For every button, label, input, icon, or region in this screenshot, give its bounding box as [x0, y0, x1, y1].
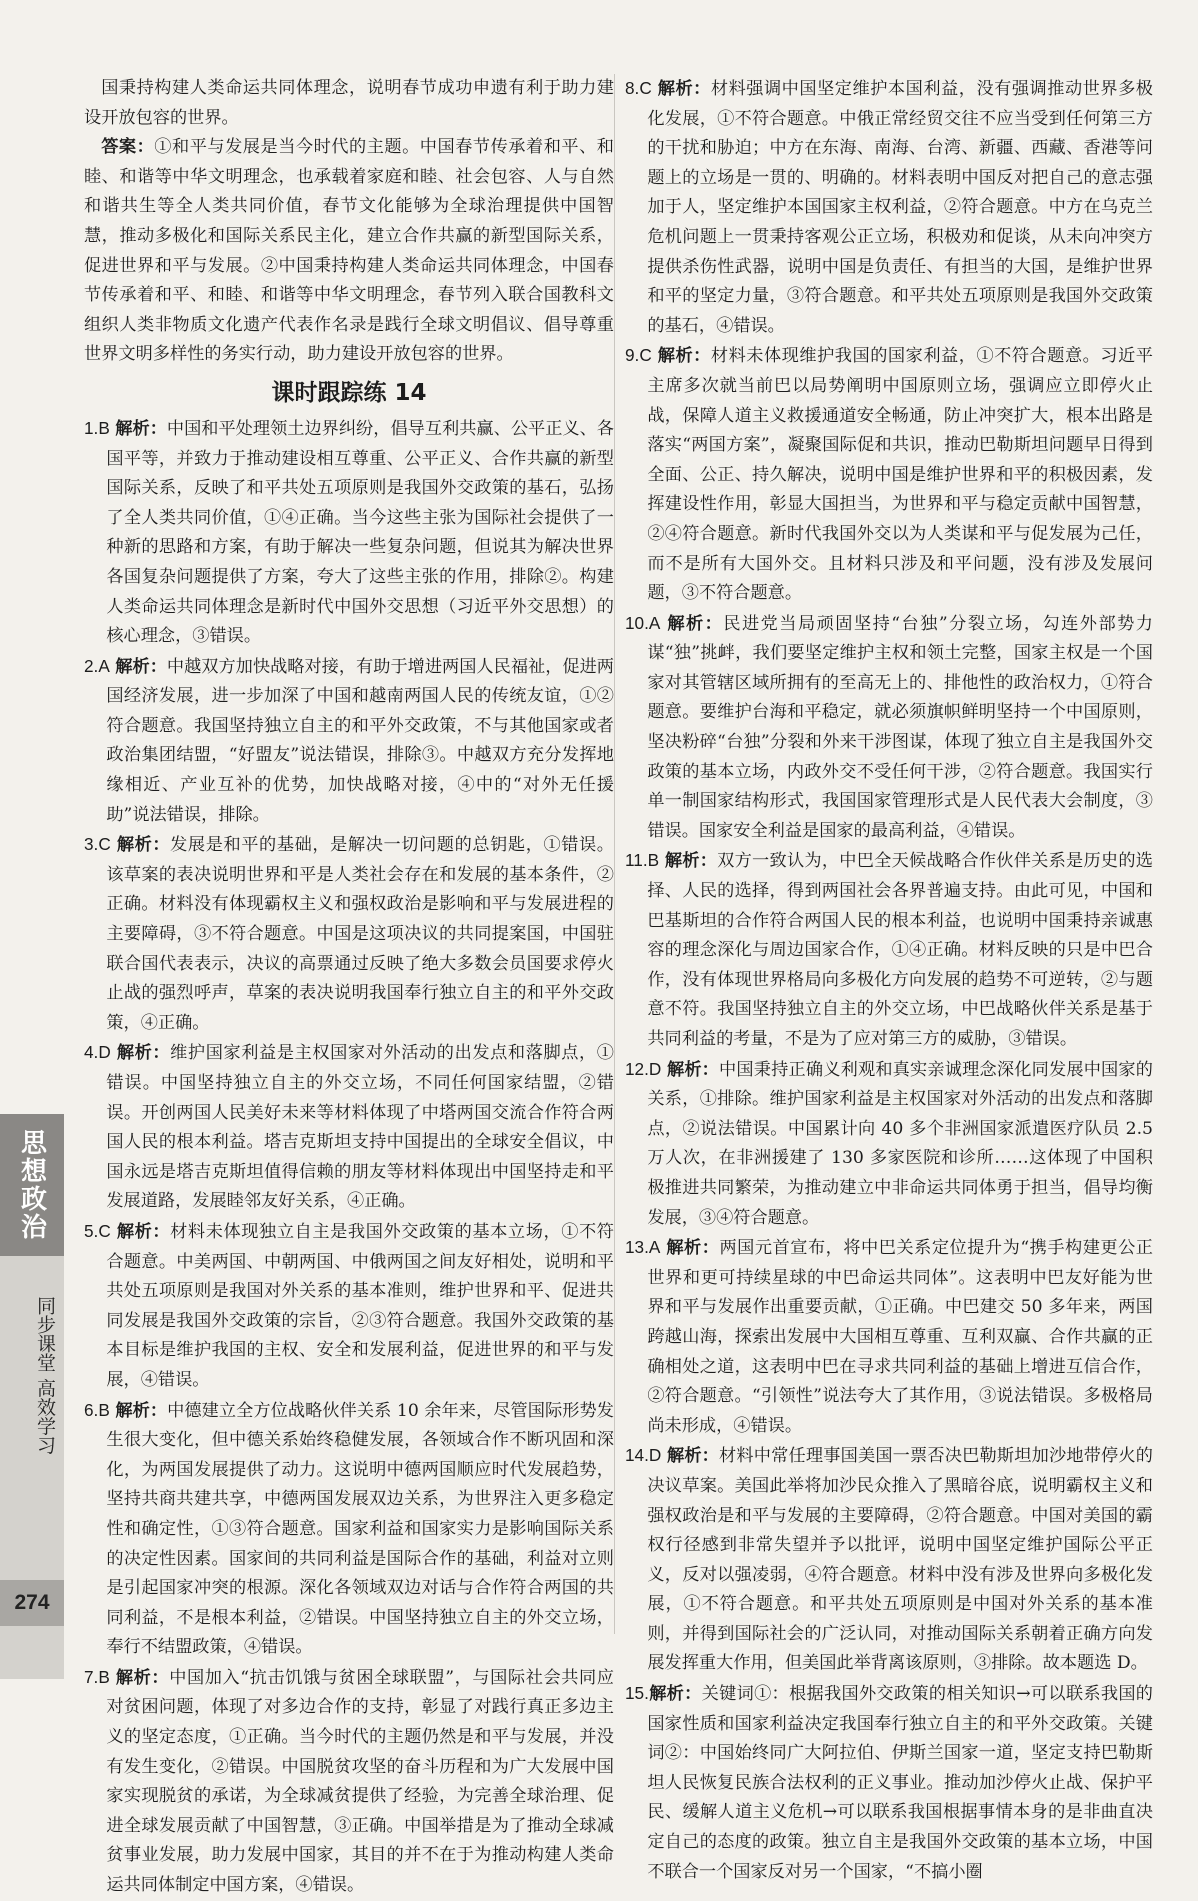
item-text: 中越双方加快战略对接，有助于增进两国人民福祉，促进两国经济发展，进一步加深了中国和越南两国人民的传统友谊，①②符合题意。我国坚持独立自主的和平外交政策，不与其他国家或者政治集团结盟，“好盟友”说法错误，排除③。中越双方充分发挥地缘相近、产业互补的优势，加快战略对接，④中的“对外无任援助”说法错误，排除。: [106, 656, 614, 825]
answer-block: [84, 133, 614, 370]
question-item: [84, 1396, 614, 1663]
item-label: 解析：: [666, 1059, 720, 1080]
question-item: [625, 1233, 1153, 1441]
item-text: 材料强调中国坚定维护本国利益，没有强调推动世界多极化发展，①不符合题意。中俄正常经贸交往不应当受到任何第三方的干扰和胁迫；中方在东海、南海、台湾、新疆、西藏、香港等问题上的立场是一贯的、明确的。材料表明中国反对把自己的意志强加于人，坚定维护本国国家主权利益，②符合题意。中方在乌克兰危机问题上一贯秉持客观公正立场，积极劝和促谈，从未向冲突方提供杀伤性武器，说明中国是负责任、有担当的大国，是维护世界和平的坚定力量，③符合题意。和平共处五项原则是我国外交政策的基石，④错误。: [647, 79, 1153, 336]
item-label: 解析：: [115, 656, 167, 677]
item-label: 解析：: [116, 835, 171, 856]
item-number: 10.A: [625, 612, 661, 633]
item-label: 解析：: [648, 1684, 702, 1705]
item-number: 8.C: [625, 78, 652, 98]
item-text: 中国秉持正确义利观和真实亲诚理念深化同发展中国家的关系，①排除。维护国家利益是主权国家对外活动的出发点和落脚点，②说法错误。中国累计向 40 多个非洲国家派遣医疗队员 2.5 万人次，在非洲援建了 130 多家医院和诊所……这体现了中国积极推进共同繁荣，为推动建立中非命运共同体勇于担当，倡导均衡发展，③④符合题意。: [647, 1059, 1153, 1228]
item-text: 双方一致认为，中巴全天候战略合作伙伴关系是历史的选择、人民的选择，得到两国社会各界普遍支持。由此可见，中国和巴基斯坦的合作符合两国人民的根本利益，也说明中国秉持亲诚惠容的理念深化与周边国家合作，①④正确。材料反映的只是中巴合作，没有体现世界格局向多极化方向发展的趋势不可逆转，②与题意不符。我国坚持独立自主的外交立场，中巴战略伙伴关系是基于共同利益的考量，不是为了应对第三方的威胁，③错误。: [647, 851, 1153, 1049]
question-item: [625, 846, 1153, 1054]
column-divider: [614, 74, 615, 1634]
item-number: 7.B: [84, 1666, 110, 1687]
item-label: 解析：: [657, 79, 711, 99]
item-text: 中德建立全方位战略伙伴关系 10 余年来，尽管国际形势发生很大变化，但中德关系始终稳健发展，各领域合作不断巩固和深化，为两国发展提供了动力。这说明中德两国顺应时代发展趋势，坚持共商共建共享，中德两国发展双边关系，为世界注入更多稳定性和确定性，①③符合题意。国家利益和国家实力是影响国际关系的决定性因素。国家间的共同利益是国际合作的基础，利益对立则是引起国家冲突的根源。深化各领域双边对话与合作符合两国的共同利益，不是根本利益，②错误。中国坚持独立自主的外交立场，奉行不结盟政策，④错误。: [106, 1400, 614, 1658]
left-item-list: [84, 414, 614, 1901]
item-text: 材料中常任理事国美国一票否决巴勒斯坦加沙地带停火的决议草案。美国此举将加沙民众推入了黑暗谷底，说明霸权主义和强权政治是和平与发展的主要障碍，②符合题意。中国对美国的霸权行径感到非常失望并予以批评，说明中国坚定维护国际公平正义，反对以强凌弱，④符合题意。材料中没有涉及世界向多极化发展，①不符合题意。和平共处五项原则是中国对外关系的基本准则，并得到国际社会的广泛认同，对推动国际关系朝着正确方向发展发挥重大作用，但美国此举背离该原则，③排除。故本题选 D。: [647, 1446, 1153, 1674]
answer-text: ①和平与发展是当今时代的主题。中国春节传承着和平、和睦、和谐等中华文明理念，也承载着家庭和睦、社会包容、人与自然和谐共生等全人类共同价值，春节文化能够为全球治理提供中国智慧，推动多极化和国际关系民主化，建立合作共赢的新型国际关系，促进世界和平与发展。②中国秉持构建人类命运共同体理念，中国春节传承着和平、和睦、和谐等中华文明理念，春节列入联合国教科文组织人类非物质文化遗产代表作名录是践行全球文明倡议、倡导尊重世界文明多样性的务实行动，助力建设开放包容的世界。: [84, 137, 614, 365]
series-name-a: 同步课堂: [34, 1296, 56, 1372]
question-item: [625, 1441, 1153, 1679]
item-number: 13.A: [625, 1237, 661, 1258]
item-number: 11.B: [625, 850, 660, 871]
question-item: [84, 1038, 614, 1217]
item-number: 14.D: [625, 1445, 662, 1466]
question-item: [84, 830, 614, 1038]
section-title: 课时跟踪练 14: [271, 379, 427, 406]
question-item: [625, 341, 1153, 608]
item-text: 民进党当局顽固坚持“台独”分裂立场，勾连外部势力谋“独”挑衅，我们要坚定维护主权和领土完整，国家主权是一个国家对其管辖区域所拥有的至高无上的、排他性的政治权力，①符合题意。要维护台海和平稳定，就必须旗帜鲜明坚持一个中国原则，坚决粉碎“台独”分裂和外来干涉图谋，体现了独立自主是我国外交政策的基本立场，内政外交不受任何干涉，②符合题意。我国实行单一制国家结构形式，我国国家管理形式是人民代表大会制度，③错误。国家安全利益是国家的最高利益，④错误。: [647, 613, 1153, 841]
item-text: 材料未体现独立自主是我国外交政策的基本立场，①不符合题意。中美两国、中朝两国、中俄两国之间友好相处，说明和平共处五项原则是我国对外关系的基本准则，维护世界和平、促进共同发展是我国外交政策的宗旨，②③符合题意。我国外交政策的基本目标是维护我国的主权、安全和发展利益，促进世界的和平与发展，④错误。: [106, 1221, 614, 1390]
item-label: 解析：: [115, 418, 167, 439]
item-number: 1.B: [84, 417, 110, 438]
question-item: [84, 414, 614, 652]
question-item: [625, 1679, 1153, 1887]
item-label: 解析：: [664, 851, 718, 872]
intro-text: 国秉持构建人类命运共同体理念，说明春节成功申遗有利于助力建设开放包容的世界。: [84, 78, 614, 128]
right-column: [625, 74, 1153, 1887]
series-name-b: 高效学习: [34, 1378, 56, 1455]
item-number: 6.B: [84, 1399, 110, 1420]
item-label: 解析：: [116, 1221, 171, 1242]
item-number: 12.D: [625, 1058, 662, 1079]
item-label: 解析：: [115, 1667, 170, 1688]
item-label: 解析：: [116, 1043, 171, 1064]
item-number: 3.C: [84, 834, 111, 855]
question-item: [84, 1663, 614, 1901]
item-text: 发展是和平的基础，是解决一切问题的总钥匙，①错误。该草案的表决说明世界和平是人类社会存在和发展的基本条件，②正确。材料没有体现霸权主义和强权政治是影响和平与发展进程的主要障碍，③不符合题意。中国是这项决议的共同提案国，中国驻联合国代表表示，决议的高票通过反映了绝大多数会员国要求停火止战的强烈呼声，草案的表决说明我国奉行独立自主的和平外交政策，④正确。: [106, 835, 614, 1033]
item-text: 材料未体现维护我国的国家利益，①不符合题意。习近平主席多次就当前巴以局势阐明中国原则立场，强调应立即停火止战，保障人道主义救援通道安全畅通，防止冲突扩大，根本出路是落实“两国方案”，凝聚国际促和共识，推动巴勒斯坦问题早日得到全面、公正、持久解决，说明中国是维护世界和平的积极因素，发挥建设性作用，彰显大国担当，为世界和平与稳定贡献中国智慧，②④符合题意。新时代我国外交以为人类谋和平与促发展为己任，而不是所有大国外交。且材料只涉及和平问题，没有涉及发展问题，③不符合题意。: [647, 346, 1153, 604]
item-number: 5.C: [84, 1220, 111, 1241]
question-item: [625, 74, 1153, 341]
item-label: 解析：: [666, 1446, 720, 1467]
item-number: 9.C: [625, 345, 652, 366]
left-column: [84, 74, 614, 1901]
item-label: 解析：: [657, 346, 711, 367]
page-number: 274: [0, 1580, 64, 1626]
item-label: 解析：: [667, 613, 724, 634]
item-text: 两国元首宣布，将中巴关系定位提升为“携手构建更公正世界和更可持续星球的中巴命运共同体”。这表明中巴友好能为世界和平与发展作出重要贡献，①正确。中巴建交 50 多年来，两国跨越山海，探索出发展中大国相互尊重、互利双赢、合作共赢的正确相处之道，这表明中巴在寻求共同利益的基础上增进互信合作，②符合题意。“引领性”说法夸大了其作用，③说法错误。多极格局尚未形成，④错误。: [647, 1238, 1153, 1436]
question-item: [84, 1217, 614, 1396]
series-tab: [8, 1296, 58, 1556]
question-item: [84, 652, 614, 831]
item-text: 关键词①：根据我国外交政策的相关知识→可以联系我国的国家性质和国家利益决定我国奉行独立自主的和平外交政策。关键词②：中国始终同广大阿拉伯、伊斯兰国家一道，坚定支持巴勒斯坦人民恢复民族合法权利的正义事业。推动加沙停火止战、保护平民、缓解人道主义危机→可以联系我国根据事情本身的是非曲直决定自己的态度的政策。独立自主是我国外交政策的基本立场，中国不联合一个国家反对另一个国家，“不搞小圈: [647, 1684, 1153, 1882]
item-label: 解析：: [666, 1238, 720, 1259]
question-item: [625, 1055, 1153, 1234]
answer-label: 答案：: [101, 137, 155, 158]
item-text: 维护国家利益是主权国家对外活动的出发点和落脚点，①错误。中国坚持独立自主的外交立场，不同任何国家结盟，②错误。开创两国人民美好未来等材料体现了中塔两国交流合作符合两国人民的根本利益。塔吉克斯坦支持中国提出的全球安全倡议，中国永远是塔吉克斯坦值得信赖的朋友等材料体现出中国坚持走和平发展道路，发展睦邻友好关系，④正确。: [106, 1043, 614, 1212]
item-text: 中国加入“抗击饥饿与贫困全球联盟”，与国际社会共同应对贫困问题，体现了对多边合作的支持，彰显了对践行真正多边主义的坚定态度，①正确。当今时代的主题仍然是和平与发展，并没有发生变化，②错误。中国脱贫攻坚的奋斗历程和为广大发展中国家实现脱贫的承诺，为全球减贫提供了经验，为完善全球治理、促进全球发展贡献了中国智慧，③正确。中国举措是为了推动全球减贫事业发展，助力发展中国家，其目的并不在于为推动构建人类命运共同体制定中国方案，④错误。: [106, 1667, 614, 1896]
item-number: 15.: [625, 1683, 649, 1704]
item-number: 4.D: [84, 1042, 111, 1063]
subject-tab: 思想政治: [0, 1114, 64, 1256]
item-number: 2.A: [84, 655, 110, 676]
item-text: 中国和平处理领土边界纠纷，倡导互利共赢、公平正义、各国平等，并致力于推动建设相互尊重、公平正义、合作共赢的新型国际关系，反映了和平共处五项原则是我国外交政策的基石，弘扬了全人类共同价值，①④正确。当今这些主张为国际社会提供了一种新的思路和方案，有助于解决一些复杂问题，但说其为解决世界各国复杂问题提供了方案，夸大了这些主张的作用，排除②。构建人类命运共同体理念是新时代中国外交思想（习近平外交思想）的核心理念，③错误。: [106, 418, 614, 647]
question-item: [625, 609, 1153, 847]
item-label: 解析：: [115, 1400, 168, 1421]
